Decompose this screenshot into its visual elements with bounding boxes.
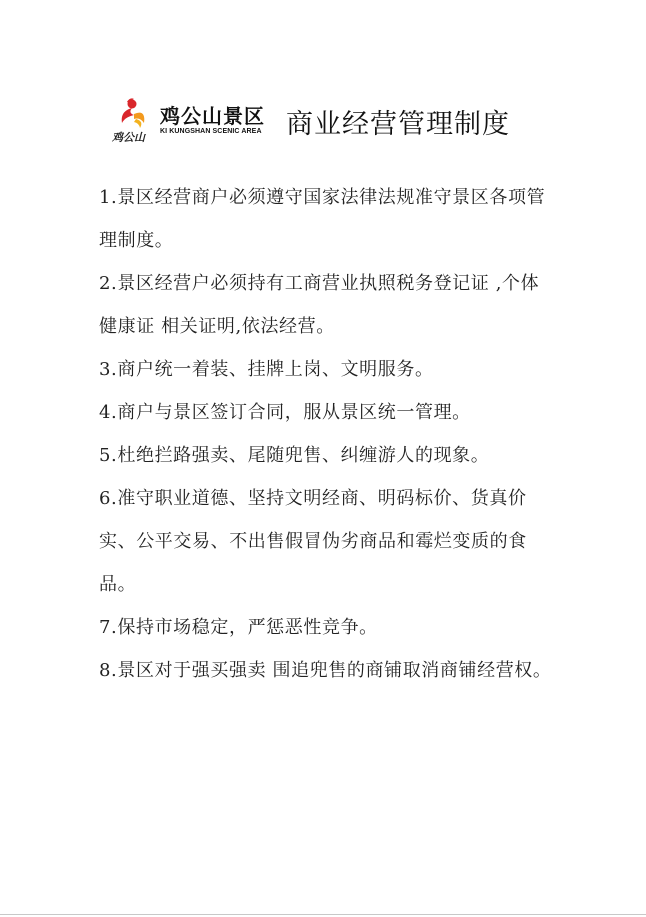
- header: [110, 96, 540, 146]
- rule-item-1: 1.景区经营商户必须遵守国家法律法规准守景区各项管理制度。: [99, 187, 546, 251]
- rule-item-7: 7.保持市场稳定，严惩恶性竞争。: [99, 617, 378, 638]
- rule-item-5: 5.杜绝拦路强卖、尾随兜售、纠缠游人的现象。: [99, 445, 490, 466]
- logo-name-en: KI KUNGSHAN SCENIC AREA: [160, 128, 262, 135]
- rule-item-2: 2.景区经营户必须持有工商营业执照税务登记证 ,个体健康证 相关证明,依法经营。: [99, 273, 540, 337]
- rule-item-8: 8.景区对于强买强卖 围追兜售的商铺取消商铺经营权。: [99, 660, 552, 681]
- rule-item-6: 6.准守职业道德、坚持文明经商、明码标价、货真价实、公平交易、不出售假冒伪劣商品和霉烂变质的食品。: [99, 488, 527, 595]
- page-bottom-divider: [0, 914, 646, 915]
- rule-item-4: 4.商户与景区签订合同，服从景区统一管理。: [99, 402, 471, 423]
- rules-list: [99, 176, 557, 692]
- logo-script: 鸡公山: [112, 131, 145, 144]
- page-title: 商业经营管理制度: [286, 108, 510, 140]
- logo-text: [160, 105, 268, 137]
- rooster-logo-icon: [110, 97, 154, 145]
- rule-item-3: 3.商户统一着装、挂牌上岗、文明服务。: [99, 359, 434, 380]
- logo-name-cn: 鸡公山景区: [160, 104, 265, 128]
